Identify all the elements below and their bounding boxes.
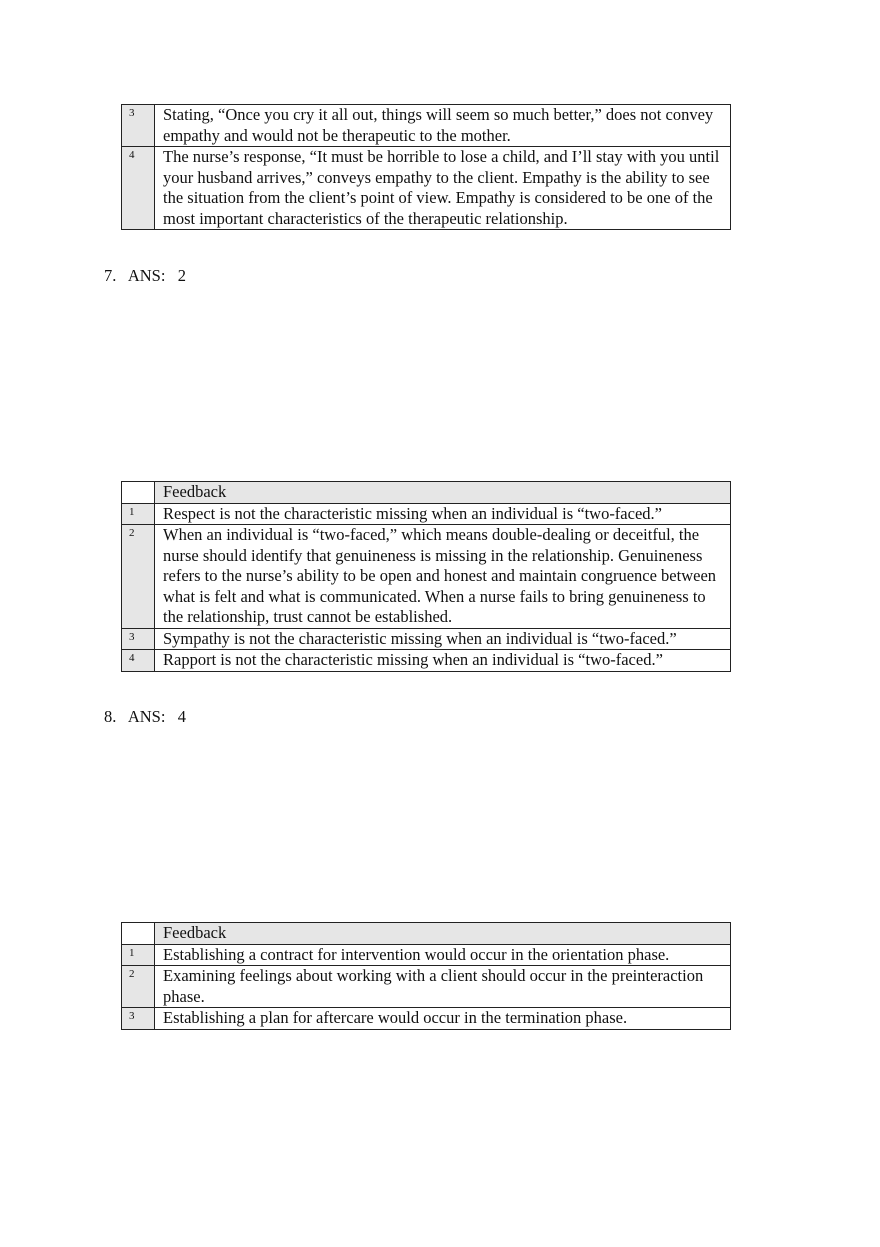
table-row bbox=[122, 650, 731, 672]
feedback-text: The nurse’s response, “It must be horrible to lose a child, and I’ll stay with you until your husband arrives,” conveys empathy to the client. Empathy is the ability to see the situation from the client’s point of view. Empathy is considered to be one of the most important characteristics of the therapeutic relationship. bbox=[155, 147, 731, 230]
table-row bbox=[122, 503, 731, 525]
feedback-text: Examining feelings about working with a client should occur in the preinteraction phase. bbox=[155, 966, 731, 1008]
table-row bbox=[122, 944, 731, 966]
feedback-table-q7 bbox=[121, 481, 731, 672]
feedback-text: Respect is not the characteristic missing when an individual is “two-faced.” bbox=[155, 503, 731, 525]
row-number: 2 bbox=[122, 525, 155, 629]
answer-line-q7: 7. ANS: 2 bbox=[104, 266, 187, 285]
table-row bbox=[122, 966, 731, 1008]
feedback-text: Establishing a contract for intervention would occur in the orientation phase. bbox=[155, 944, 731, 966]
feedback-header: Feedback bbox=[155, 923, 731, 945]
table-row bbox=[122, 105, 731, 147]
answer-line-q8: 8. ANS: 4 bbox=[104, 707, 187, 726]
feedback-table-q6 bbox=[121, 104, 731, 230]
table-row bbox=[122, 1008, 731, 1030]
row-number: 1 bbox=[122, 503, 155, 525]
feedback-text: Sympathy is not the characteristic missing when an individual is “two-faced.” bbox=[155, 628, 731, 650]
table-header-row bbox=[122, 923, 731, 945]
row-number: 1 bbox=[122, 944, 155, 966]
table-row bbox=[122, 628, 731, 650]
feedback-header: Feedback bbox=[155, 482, 731, 504]
row-number: 3 bbox=[122, 105, 155, 147]
row-number: 4 bbox=[122, 147, 155, 230]
feedback-text: Stating, “Once you cry it all out, things will seem so much better,” does not convey empathy and would not be therapeutic to the mother. bbox=[155, 105, 731, 147]
table-row bbox=[122, 525, 731, 629]
feedback-text: When an individual is “two-faced,” which means double-dealing or deceitful, the nurse should identify that genuineness is missing in the relationship. Genuineness refers to the nurse’s ability to be open and honest and maintain congruence between what is felt and what is communicated. When a nurse fails to bring genuineness to the relationship, trust cannot be established. bbox=[155, 525, 731, 629]
row-number: 2 bbox=[122, 966, 155, 1008]
row-number: 4 bbox=[122, 650, 155, 672]
feedback-text: Rapport is not the characteristic missing when an individual is “two-faced.” bbox=[155, 650, 731, 672]
header-blank-cell bbox=[122, 923, 155, 945]
row-number: 3 bbox=[122, 628, 155, 650]
row-number: 3 bbox=[122, 1008, 155, 1030]
table-row bbox=[122, 147, 731, 230]
feedback-text: Establishing a plan for aftercare would occur in the termination phase. bbox=[155, 1008, 731, 1030]
table-header-row bbox=[122, 482, 731, 504]
header-blank-cell bbox=[122, 482, 155, 504]
feedback-table-q8 bbox=[121, 922, 731, 1030]
